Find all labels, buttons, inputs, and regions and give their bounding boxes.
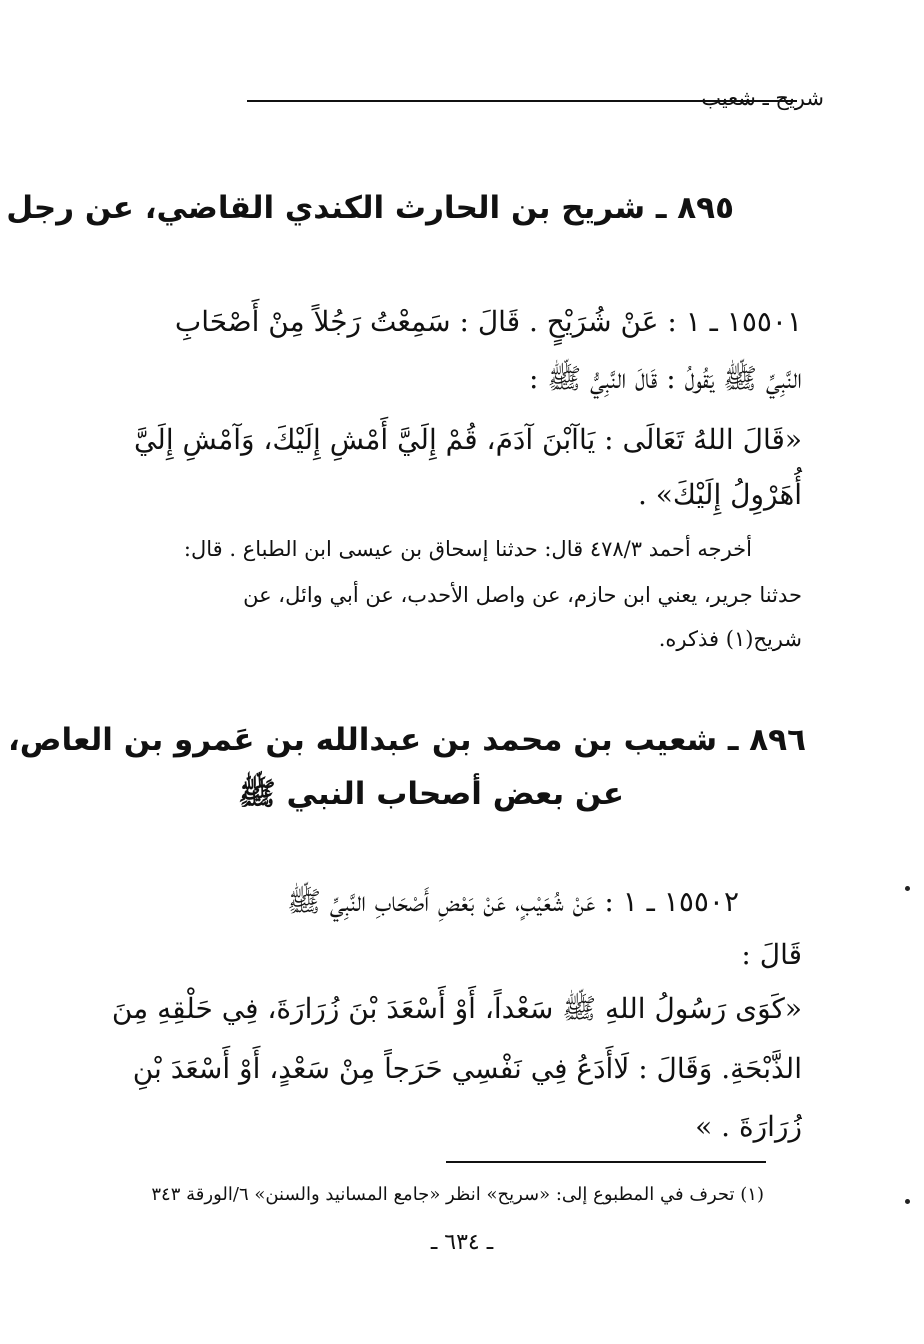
scan-mark bbox=[905, 1199, 910, 1204]
hadith-line: زُرَارَةَ . » bbox=[695, 1110, 802, 1143]
source-line: أخرجه أحمد ٤٧٨/٣ قال: حدثنا إسحاق بن عيسى ابن الطباع . قال: bbox=[183, 537, 752, 561]
section-heading-895: ٨٩٥ ـ شريح بن الحارث الكندي القاضي، عن رجل bbox=[6, 190, 734, 226]
running-title: شريح ـ شعيب bbox=[701, 86, 824, 110]
section-heading-896-continued: عن بعض أصحاب النبي ﷺ bbox=[238, 776, 624, 812]
hadith-line: أُهَرْوِلُ إِلَيْكَ» . bbox=[637, 478, 802, 511]
hadith-line: قَالَ : bbox=[741, 938, 802, 971]
footnote: (١) تحرف في المطبوع إلى: «سريح» انظر «جامع المسانيد والسنن» ٦/الورقة ٣٤٣ bbox=[151, 1184, 764, 1205]
hadith-line: النَّبِيِّ ﷺ يَقُولُ : قَالَ النَّبِيُّ ﷺ : bbox=[529, 362, 802, 395]
hadith-line: «قَالَ اللهُ تَعَالَى : يَاآبْنَ آدَمَ، قُمْ إِلَيَّ أَمْشِ إِلَيْكَ، وَآمْشِ إِلَيَّ bbox=[133, 423, 802, 456]
scan-mark bbox=[905, 886, 910, 891]
footnote-rule bbox=[446, 1161, 766, 1163]
header-rule bbox=[247, 100, 797, 102]
hadith-line: «كَوَى رَسُولُ اللهِ ﷺ سَعْداً، أَوْ أَسْعَدَ بْنَ زُرَارَةَ، فِي حَلْقِهِ مِنَ bbox=[111, 992, 802, 1025]
hadith-line: ١٥٥٠١ ـ ١ : عَنْ شُرَيْحٍ . قَالَ : سَمِعْتُ رَجُلاً مِنْ أَصْحَابِ bbox=[174, 305, 802, 338]
source-line: حدثنا جرير، يعني ابن حازم، عن واصل الأحدب، عن أبي وائل، عن bbox=[243, 583, 802, 607]
section-heading-896: ٨٩٦ ـ شعيب بن محمد بن عبدالله بن عَمرو بن العاص، bbox=[8, 722, 806, 758]
source-line: شريح(١) فذكره. bbox=[658, 627, 802, 651]
hadith-line: ١٥٥٠٢ ـ ١ : عَنْ شُعَيْبٍ، عَنْ بَعْضِ أَصْحَابِ النَّبِيِّ ﷺ bbox=[287, 885, 739, 918]
hadith-line: الذَّبْحَةِ. وَقَالَ : لَاأَدَعُ فِي نَفْسِي حَرَجاً مِنْ سَعْدٍ، أَوْ أَسْعَدَ بْنِ bbox=[132, 1052, 802, 1085]
page-number: ـ ٦٣٤ ـ bbox=[430, 1230, 494, 1255]
